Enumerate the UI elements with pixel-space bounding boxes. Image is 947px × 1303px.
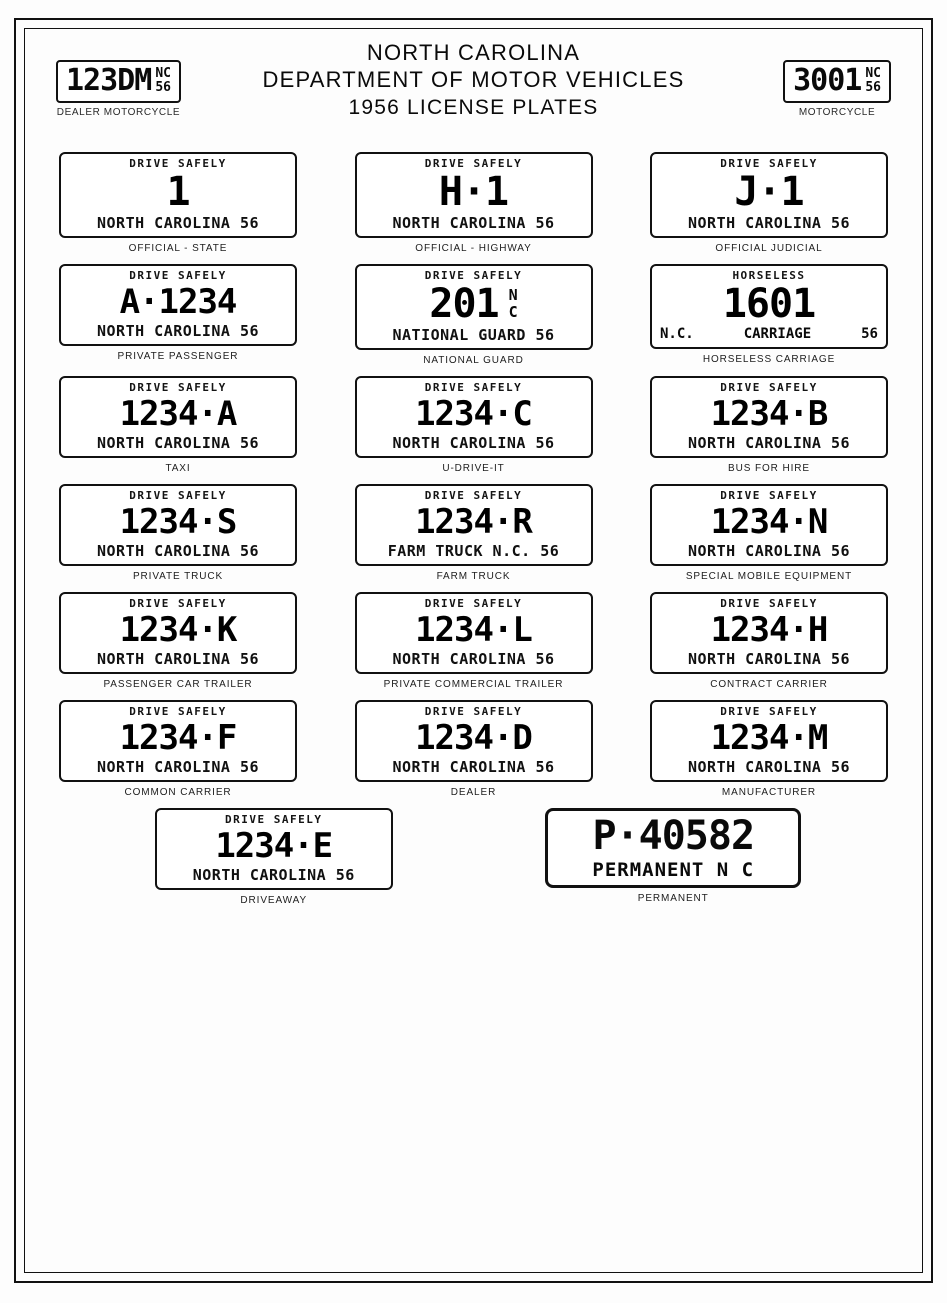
plate-caption: MANUFACTURER <box>721 787 817 798</box>
plate-number: 1234·M <box>710 718 828 758</box>
plate-state-line: NORTH CAROLINA 56 <box>687 214 851 232</box>
plate-taxi <box>48 376 308 474</box>
plate-number: 3001 <box>793 63 862 98</box>
plate-slogan: HORSELESS <box>732 269 806 282</box>
plate-caption: CONTRACT CARRIER <box>710 679 828 690</box>
plate-number: 1234·B <box>710 394 828 434</box>
plate-caption: OFFICIAL - STATE <box>128 243 228 254</box>
plate-number: A·1234 <box>119 282 237 322</box>
plate-state-abbrev-stacked <box>509 287 518 321</box>
plate-caption: FARM TRUCK <box>436 571 511 582</box>
plate-state-line: NORTH CAROLINA 56 <box>687 650 851 668</box>
plate-body <box>650 700 888 782</box>
plate-caption: NATIONAL GUARD <box>423 355 524 366</box>
plate-number: H·1 <box>438 169 509 215</box>
plate-body <box>650 152 888 238</box>
plate-body <box>650 376 888 458</box>
plate-state-line: NORTH CAROLINA 56 <box>392 434 555 452</box>
plate-state-line: NORTH CAROLINA 56 <box>687 542 851 560</box>
plate-state-line: NATIONAL GUARD 56 <box>392 326 555 344</box>
plate-number: P·40582 <box>592 813 755 859</box>
plate-body <box>650 484 888 566</box>
plate-state-abbrev: N.C. <box>660 326 694 342</box>
plate-body <box>59 592 297 674</box>
plate-number: 1234·A <box>119 394 237 434</box>
plate-caption: OFFICIAL - HIGHWAY <box>415 243 532 254</box>
plate-number: 1234·N <box>710 502 828 542</box>
page-title <box>34 40 913 122</box>
plate-national-guard <box>344 264 604 366</box>
plate-official-state <box>48 152 308 254</box>
title-line-1: NORTH CAROLINA <box>366 40 581 65</box>
plate-slogan: DRIVE SAFELY <box>225 813 323 826</box>
plate-horseless-carriage <box>639 264 899 366</box>
plate-caption: BUS FOR HIRE <box>728 463 810 474</box>
plate-body <box>59 152 297 238</box>
plates-row <box>34 376 913 474</box>
plate-number: 123DM <box>66 63 152 98</box>
plate-caption: MOTORCYCLE <box>798 107 876 118</box>
plate-year: 56 <box>865 80 881 95</box>
plate-caption: OFFICIAL JUDICIAL <box>715 243 823 254</box>
plate-state-year <box>865 67 881 95</box>
plate-slogan: DRIVE SAFELY <box>129 157 227 170</box>
plate-number: 1601 <box>722 281 816 327</box>
title-line-3: 1956 LICENSE PLATES <box>348 96 599 119</box>
plate-slogan: DRIVE SAFELY <box>720 705 818 718</box>
plate-body <box>59 376 297 458</box>
plate-number: 201 <box>429 281 499 327</box>
plate-slogan: DRIVE SAFELY <box>720 489 818 502</box>
plate-private-commercial-trailer <box>344 592 604 690</box>
plate-caption: PRIVATE PASSENGER <box>117 351 239 362</box>
plate-state-line: NORTH CAROLINA 56 <box>392 758 555 776</box>
plate-official-highway <box>344 152 604 254</box>
plate-private-truck <box>48 484 308 582</box>
plate-body <box>355 700 593 782</box>
plate-caption: PRIVATE COMMERCIAL TRAILER <box>383 679 564 690</box>
plate-state-abbrev: NC <box>155 66 171 81</box>
plate-dealer <box>344 700 604 798</box>
plate-body <box>59 484 297 566</box>
plate-slogan: DRIVE SAFELY <box>129 269 227 282</box>
plate-year: 56 <box>861 326 878 342</box>
plate-slogan: DRIVE SAFELY <box>720 381 818 394</box>
plate-slogan: DRIVE SAFELY <box>129 381 227 394</box>
plate-state-letter-top: N <box>508 286 518 304</box>
plate-official-judicial <box>639 152 899 254</box>
plate-special-mobile-equipment <box>639 484 899 582</box>
plate-body <box>355 152 593 238</box>
plate-slogan: DRIVE SAFELY <box>720 157 818 170</box>
plate-slogan: DRIVE SAFELY <box>129 705 227 718</box>
plate-number: 1234·E <box>215 826 333 866</box>
plate-permanent <box>543 808 803 906</box>
plate-slogan: DRIVE SAFELY <box>424 705 523 718</box>
plate-state-abbrev: NC <box>865 66 881 81</box>
plates-row <box>34 264 913 366</box>
plate-body <box>650 264 888 349</box>
plate-driveaway <box>144 808 404 906</box>
plate-number: J·1 <box>734 169 804 215</box>
plate-year: 56 <box>155 80 171 95</box>
plate-number: 1 <box>166 169 190 215</box>
plate-state-line: NORTH CAROLINA 56 <box>687 758 851 776</box>
plate-motorcycle <box>783 60 891 118</box>
chart-content <box>34 34 913 1265</box>
plate-u-drive-it <box>344 376 604 474</box>
plate-number: 1234·D <box>415 718 532 758</box>
plate-state-line: NORTH CAROLINA 56 <box>392 650 555 668</box>
plate-number: 1234·L <box>415 610 532 650</box>
plate-number: 1234·C <box>415 394 532 434</box>
plate-bus-for-hire <box>639 376 899 474</box>
plate-caption: TAXI <box>165 463 191 474</box>
plate-number-row <box>363 282 585 326</box>
plate-state-line: FARM TRUCK N.C. 56 <box>387 542 560 560</box>
plate-state-line: NORTH CAROLINA 56 <box>687 434 851 452</box>
plate-body <box>155 808 393 890</box>
plate-caption: PASSENGER CAR TRAILER <box>103 679 253 690</box>
plate-number: 1234·F <box>119 718 237 758</box>
plates-grid <box>34 152 913 1265</box>
plate-state-line: NORTH CAROLINA 56 <box>96 650 260 668</box>
plate-state-line: PERMANENT N C <box>592 859 755 881</box>
plate-state-line: NORTH CAROLINA 56 <box>96 214 260 232</box>
plate-state-line: NORTH CAROLINA 56 <box>96 434 260 452</box>
plate-manufacturer <box>639 700 899 798</box>
plate-slogan: DRIVE SAFELY <box>129 489 227 502</box>
plate-state-line: NORTH CAROLINA 56 <box>96 322 260 340</box>
plate-state-line <box>658 326 880 343</box>
plate-caption: PRIVATE TRUCK <box>132 571 224 582</box>
plate-type-word: CARRIAGE <box>743 326 812 342</box>
plate-number: 1234·S <box>119 502 237 542</box>
plate-body <box>355 592 593 674</box>
plates-row-bottom <box>34 808 913 906</box>
plate-slogan: DRIVE SAFELY <box>424 269 523 282</box>
plates-row <box>34 700 913 798</box>
plate-caption: U-DRIVE-IT <box>442 463 505 474</box>
chart-header <box>34 34 913 146</box>
plate-state-line: NORTH CAROLINA 56 <box>392 214 555 232</box>
plate-slogan: DRIVE SAFELY <box>129 597 227 610</box>
plate-caption: SPECIAL MOBILE EQUIPMENT <box>685 571 853 582</box>
plate-number: 1234·H <box>710 610 828 650</box>
plate-caption: PERMANENT <box>637 893 709 904</box>
plate-state-line: NORTH CAROLINA 56 <box>96 542 260 560</box>
plate-caption: DEALER MOTORCYCLE <box>56 107 181 118</box>
plate-slogan: DRIVE SAFELY <box>424 157 523 170</box>
plate-body <box>650 592 888 674</box>
plates-row <box>34 484 913 582</box>
plate-body <box>59 264 297 346</box>
plate-body <box>355 264 593 350</box>
plate-slogan: DRIVE SAFELY <box>424 381 523 394</box>
plate-state-line: NORTH CAROLINA 56 <box>96 758 260 776</box>
plate-caption: DEALER <box>450 787 497 798</box>
plate-caption: DRIVEAWAY <box>240 895 308 906</box>
plate-contract-carrier <box>639 592 899 690</box>
plate-slogan: DRIVE SAFELY <box>720 597 818 610</box>
plate-slogan: DRIVE SAFELY <box>424 489 523 502</box>
plate-state-line: NORTH CAROLINA 56 <box>192 866 355 884</box>
plate-number: 1234·R <box>415 502 532 542</box>
plate-slogan: DRIVE SAFELY <box>424 597 523 610</box>
plate-farm-truck <box>344 484 604 582</box>
plate-body <box>355 376 593 458</box>
plate-passenger-car-trailer <box>48 592 308 690</box>
plate-private-passenger <box>48 264 308 366</box>
plate-caption: COMMON CARRIER <box>124 787 232 798</box>
plate-state-letter-bottom: C <box>508 303 518 321</box>
plate-body <box>59 700 297 782</box>
plates-row <box>34 152 913 254</box>
plates-row <box>34 592 913 690</box>
title-line-2: DEPARTMENT OF MOTOR VEHICLES <box>262 67 685 92</box>
plate-caption: HORSELESS CARRIAGE <box>702 354 836 365</box>
plate-body <box>545 808 801 888</box>
plate-body <box>355 484 593 566</box>
plate-number: 1234·K <box>119 610 237 650</box>
plate-body <box>783 60 891 103</box>
plate-common-carrier <box>48 700 308 798</box>
